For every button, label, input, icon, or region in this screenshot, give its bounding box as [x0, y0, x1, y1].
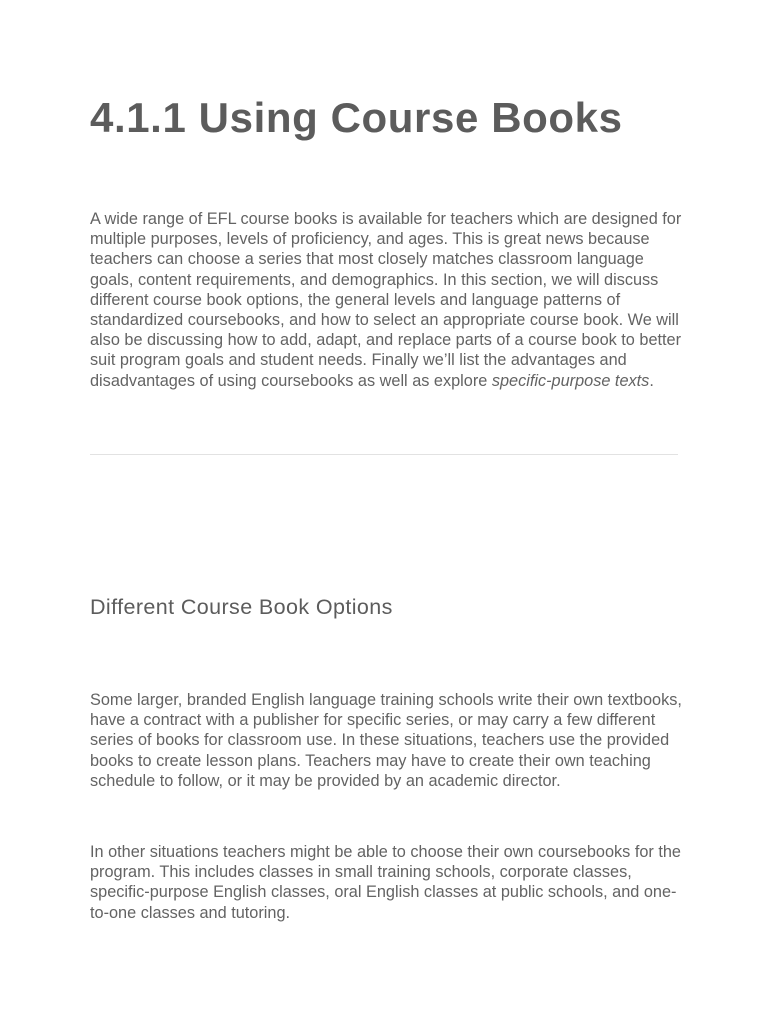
section-divider: [90, 454, 678, 455]
intro-text: A wide range of EFL course books is available for teachers which are designed for multiple purposes, levels of proficiency, and ages. This is great news because teachers can choose a series that most closely matches classroom language goals, content requirements, and demographics. In this section, we will discuss different course book options, the general levels and language patterns of standardized coursebooks, and how to select an appropriate course book. We will also be discussing how to add, adapt, and replace parts of a course book to better suit program goals and student needs. Finally we’ll list the advantages and disadvantages of using coursebooks as well as explore: [90, 210, 682, 390]
intro-paragraph: [90, 209, 690, 391]
section-heading: Different Course Book Options: [90, 595, 393, 619]
section-paragraph-1: Some larger, branded English language training schools write their own textbooks, have a contract with a publisher for specific series, or may carry a few different series of books for classroom use. In these situations, teachers use the provided books to create lesson plans. Teachers may have to create their own teaching schedule to follow, or it may be provided by an academic director.: [90, 691, 682, 790]
intro-end: .: [649, 371, 654, 390]
section-paragraph-2: In other situations teachers might be able to choose their own coursebooks for the program. This includes classes in small training schools, corporate classes, specific-purpose English classes, oral English classes at public schools, and one-to-one classes and tutoring.: [90, 843, 681, 922]
page-title: 4.1.1 Using Course Books: [90, 94, 623, 141]
intro-emphasis: specific-purpose texts: [491, 371, 650, 390]
